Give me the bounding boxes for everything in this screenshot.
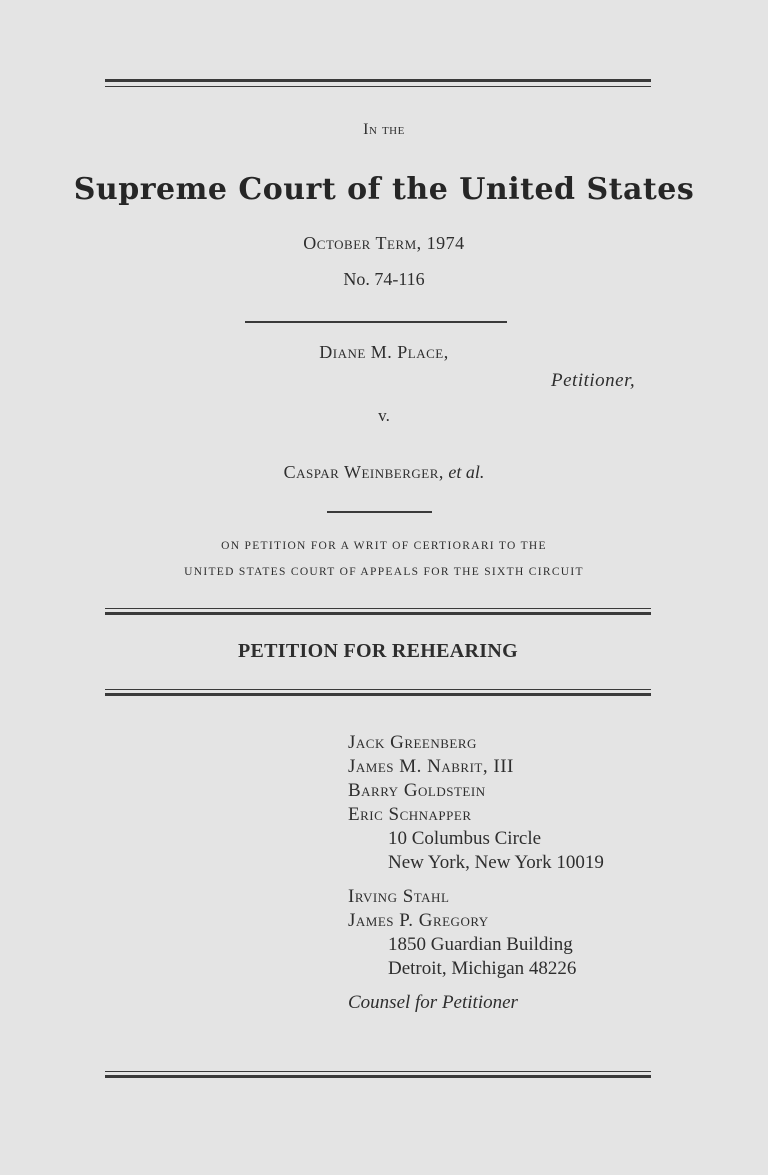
petitioner-role: Petitioner, [551, 370, 636, 391]
counsel-name: Jack Greenberg [348, 732, 477, 753]
mid-rule-thin-top [105, 608, 651, 609]
counsel-name: James M. Nabrit, III [348, 756, 514, 777]
respondent-suffix: et al. [448, 462, 485, 482]
counsel-name: James P. Gregory [348, 910, 489, 931]
respondent-line [0, 462, 768, 483]
term-line: October Term, 1974 [303, 233, 465, 253]
counsel-role: Counsel for Petitioner [348, 992, 518, 1013]
mid-rule-thick [105, 612, 651, 615]
in-the-label: In the [363, 121, 405, 138]
procedural-line-2: UNITED STATES COURT OF APPEALS FOR THE SIXTH CIRCUIT [184, 566, 584, 578]
court-name: Supreme Court of the United States [73, 172, 695, 207]
counsel-address-line: Detroit, Michigan 48226 [388, 958, 577, 979]
top-rule-thin [105, 86, 651, 87]
respondent-name: Caspar Weinberger, [283, 462, 444, 482]
counsel-address-line: 10 Columbus Circle [388, 828, 542, 849]
versus: v. [378, 406, 390, 425]
lower-rule-thick [105, 693, 651, 696]
procedural-line-1: ON PETITION FOR A WRIT OF CERTIORARI TO THE [221, 540, 547, 552]
counsel-name: Barry Goldstein [348, 780, 486, 801]
petitioner-name: Diane M. Place, [319, 342, 449, 362]
counsel-address-line: 1850 Guardian Building [388, 934, 573, 955]
bottom-rule-thick [105, 1075, 651, 1078]
counsel-name: Eric Schnapper [348, 804, 472, 825]
counsel-block [348, 731, 604, 1015]
lower-rule-thin [105, 689, 651, 690]
counsel-address-line: New York, New York 10019 [388, 852, 604, 873]
parties-divider [327, 511, 432, 513]
document-title: PETITION FOR REHEARING [238, 640, 518, 662]
docket-number: No. 74-116 [343, 269, 425, 289]
counsel-name: Irving Stahl [348, 886, 450, 907]
top-rule-thick [105, 79, 651, 82]
caption-divider [245, 321, 507, 323]
bottom-rule-thin [105, 1071, 651, 1072]
